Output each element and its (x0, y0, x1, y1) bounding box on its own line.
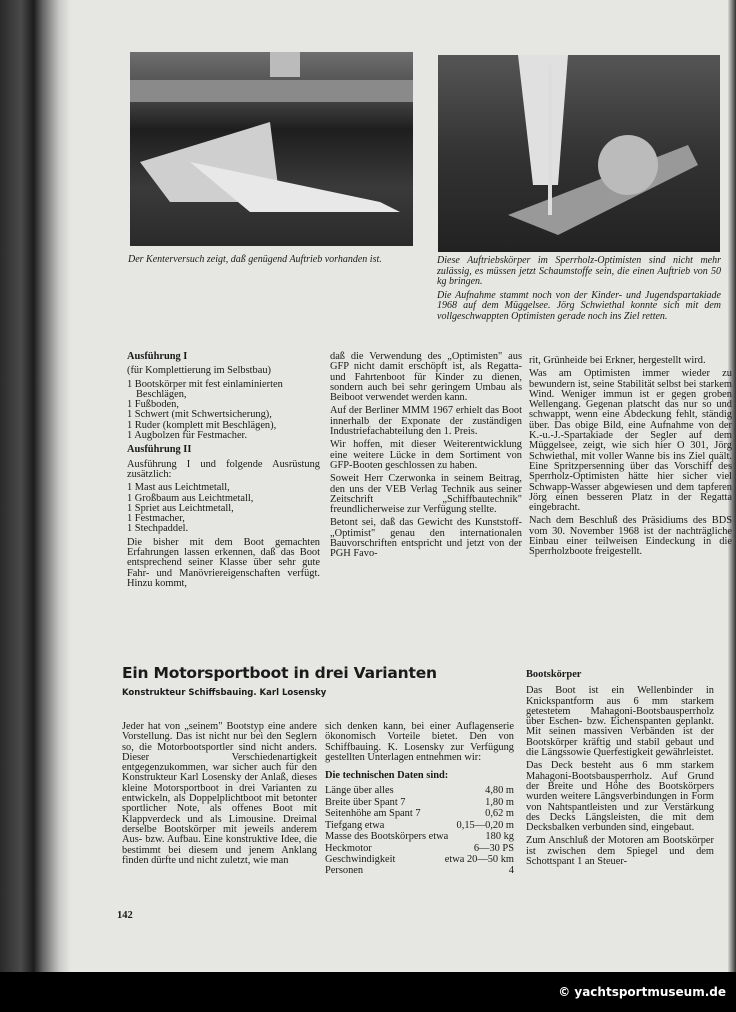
paragraph: sich denken kann, bei einer Auflagenserie ökonomisch Vorteile bietet. Den von Schiffbauing. K. Losensky zur Verfügung gestellten Unterlagen entnehmen wir: (325, 721, 514, 763)
tech-label: Heckmotor (325, 842, 372, 854)
article1-column-1 (127, 352, 320, 592)
list-item: 1 Ruder (komplett mit Beschlägen), (127, 419, 277, 431)
article-byline: Konstrukteur Schiffsbauing. Karl Losensky (122, 688, 327, 698)
article2-column-1 (122, 722, 317, 869)
tech-label: Seitenhöhe am Spant 7 (325, 808, 421, 820)
tech-label: Länge über alles (325, 785, 394, 797)
list-item: 1 Augbolzen für Festmacher. (127, 430, 248, 442)
list-item: 1 Stechpaddel. (127, 523, 189, 535)
photo-optimist-sailing (438, 55, 720, 252)
tech-row (325, 865, 514, 876)
tech-data-heading: Die technischen Daten sind: (325, 770, 449, 782)
article1-column-3 (529, 356, 732, 561)
tech-data-table (325, 785, 514, 876)
paragraph: Nach dem Beschluß des Präsidiums des BDS vom 30. November 1968 ist der nachträgliche Einbau einer teilweisen Eindeckung in die Sperrholzboote freigestellt. (529, 515, 732, 558)
tech-value: 180 kg (485, 831, 514, 843)
heading-ausfuehrung-2: Ausführung II (127, 444, 192, 456)
article2-column-3 (526, 670, 714, 870)
tech-row (325, 854, 514, 865)
paragraph: Auf der Berliner MMM 1967 erhielt das Boot innerhalb der Exponate der zuständigen Industriefachabteilung den 1. Preis. (330, 405, 522, 438)
book-binding (0, 0, 70, 972)
paragraph: Was am Optimisten immer wieder zu bewundern ist, seine Stabilität selbst bei starkem Wind. Weniger immun ist er gegen groben Wellengang. Gegenan platscht das nur so und schwappt, wenn eine Abdeckung fehlt, ständig über. Das obige Bild, eine Aufnahme von der K.-u.-J.-Spartakiade der Segler auf dem Müggelsee, zeigt, wie sich hier O 301, Jörg Schwiethal, mit voller Wanne bis ins Ziel quält. Eine Spritzpersenning über das Vorschiff des Sperrholz-Optimisten hätte hier sicher viel Schwapp-Wasser abgewiesen und dem tapferen Jörg einen besseren Platz in der Regatta eingebracht. (529, 368, 732, 514)
heading-bootskoerper: Bootskörper (526, 669, 582, 680)
list-item: 1 Mast aus Leichtmetall, (127, 482, 230, 494)
tech-value: 0,15—0,20 m (456, 819, 514, 831)
page-number: 142 (117, 910, 133, 921)
paragraph: rit, Grünheide bei Erkner, hergestellt wird. (529, 355, 706, 366)
tech-value: 0,62 m (485, 808, 514, 820)
paragraph: Das Deck besteht aus 6 mm starkem Mahagoni-Bootsbausperrholz. Auf Grund der Breite und Höhe des Bootskörpers wurden weitere Längsverbindungen in Form von Nahtspantleisten und zur Verstärkung des Decks Längsleisten, die mit dem Decksbalken verbunden sind, eingebaut. (526, 760, 714, 834)
capsized-boat-illustration (130, 52, 413, 246)
paragraph: Soweit Herr Czerwonka in seinem Beitrag, den uns der VEB Verlag Technik aus seiner Zeitschrift „Schiffbautechnik" freundlicherweise zur Verfügung stellte. (330, 473, 522, 516)
ausfuehrung-2-note: Ausführung I und folgende Ausrüstung zusätzlich: (127, 458, 320, 480)
tech-row (325, 808, 514, 819)
tech-label: Geschwindigkeit (325, 853, 396, 865)
paragraph: Wir hoffen, mit dieser Weiterentwicklung eine weitere Lücke in dem Sortiment von GFP-Booten geschlossen zu haben. (330, 439, 522, 471)
tech-label: Tiefgang etwa (325, 819, 385, 831)
photo-capsized-dinghy (130, 52, 413, 246)
tech-row (325, 831, 514, 842)
paragraph: Das Boot ist ein Wellenbinder in Knickspantform aus 6 mm starkem getestetem Mahagoni-Bootsbausperrholz über Eschen- bzw. Eichenspanten geplankt. Mit seinen massiven Verbänden ist der Bootskörper kräftig und stabil gebaut und die Längssowie Querfestigkeit gewährleistet. (526, 685, 714, 759)
paragraph: Zum Anschluß der Motoren am Bootskörper ist zwischen dem Spiegel und dem Schottspant 1 an Steuer- (526, 835, 714, 868)
tech-row (325, 843, 514, 854)
footer-bar (0, 972, 736, 1012)
tech-row (325, 785, 514, 796)
tech-value: 4,80 m (485, 785, 514, 797)
tech-label: Masse des Bootskörpers etwa (325, 831, 449, 843)
list-item: 1 Bootskörper mit fest einlaminierten Beschlägen, (127, 378, 283, 400)
copyright-notice: © yachtsportmuseum.de (558, 985, 726, 999)
paragraph: daß die Verwendung des „Optimisten" aus GFP nicht damit erschöpft ist, als Regatta- und Fahrtenboot für Kinder zu dienen, sondern auch bei sehr geringem Umbau als Beiboot verwendet werden kann. (330, 351, 522, 404)
tech-row (325, 797, 514, 808)
heading-ausfuehrung-1: Ausführung I (127, 351, 188, 362)
article2-column-2 (325, 722, 514, 877)
list-item: 1 Festmacher, (127, 513, 185, 525)
caption-right (437, 256, 721, 325)
ausfuehrung-1-note: (für Komplettierung im Selbstbau) (127, 365, 271, 377)
list-ausfuehrung-2 (127, 483, 320, 534)
tech-value: etwa 20—50 km (444, 853, 514, 865)
list-ausfuehrung-1 (127, 380, 320, 442)
paragraph: Betont sei, daß das Gewicht des Kunststoff-„Optimist" genau den internationalen Bauvorschriften entspricht und jetzt von der PGH Favo- (330, 517, 522, 560)
list-item: 1 Schwert (mit Schwertsicherung), (127, 409, 272, 421)
article1-column-2 (330, 352, 522, 563)
tech-value: 1,80 m (485, 796, 514, 808)
tech-value: 6—30 PS (473, 842, 514, 854)
article-title: Ein Motorsportboot in drei Varianten (122, 664, 437, 682)
tech-value: 4 (508, 865, 514, 877)
caption-right-1: Diese Auftriebskörper im Sperrholz-Optimisten sind nicht mehr zulässig, es müssen jetzt Schaumstoffe sein, die einen Auftrieb von 50 kg bringen. (437, 255, 721, 287)
paragraph: Jeder hat von „seinem" Bootstyp eine andere Vorstellung. Das ist nicht nur bei den Seglern so, die Motorbootsportler sind nicht anders. Dieser Verschiedenartigkeit entgegenzukommen, war sicher auch für den Konstrukteur Karl Losensky der Anlaß, dieses kleine Motorsportboot in drei Varianten zu entwickeln, als Doppelplichtboot mit betonter sportlicher Note, als offenes Boot mit Klappverdeck und als Limousine. Dreimal derselbe Bootskörper mit jeweils anderem Aus- bzw. Aufbau. Eine konstruktive Idee, die bestimmt bei diesem und jenem Anklang finden dürfte und nicht zuletzt, wie man (122, 721, 317, 866)
caption-left: Der Kenterversuch zeigt, daß genügend Auftrieb vorhanden ist. (128, 254, 382, 265)
tech-row (325, 820, 514, 831)
list-item: 1 Spriet aus Leichtmetall, (127, 502, 234, 514)
paragraph: Die bisher mit dem Boot gemachten Erfahrungen lassen erkennen, daß das Boot entsprechend seiner Klasse über sehr gute Fahr- und Manövriereigenschaften verfügt. Hinzu kommt, (127, 536, 320, 589)
list-item: 1 Fußboden, (127, 399, 179, 411)
sailboat-illustration (438, 55, 720, 252)
caption-right-2: Die Aufnahme stammt noch von der Kinder- und Jugendspartakiade 1968 auf dem Müggelsee. Jörg Schwiethal konnte sich mit dem vollgeschwappten Optimisten gerade noch ins Ziel retten. (437, 289, 721, 322)
list-item: 1 Großbaum aus Leichtmetall, (127, 492, 254, 504)
tech-label: Breite über Spant 7 (325, 796, 406, 808)
tech-label: Personen (325, 865, 364, 877)
